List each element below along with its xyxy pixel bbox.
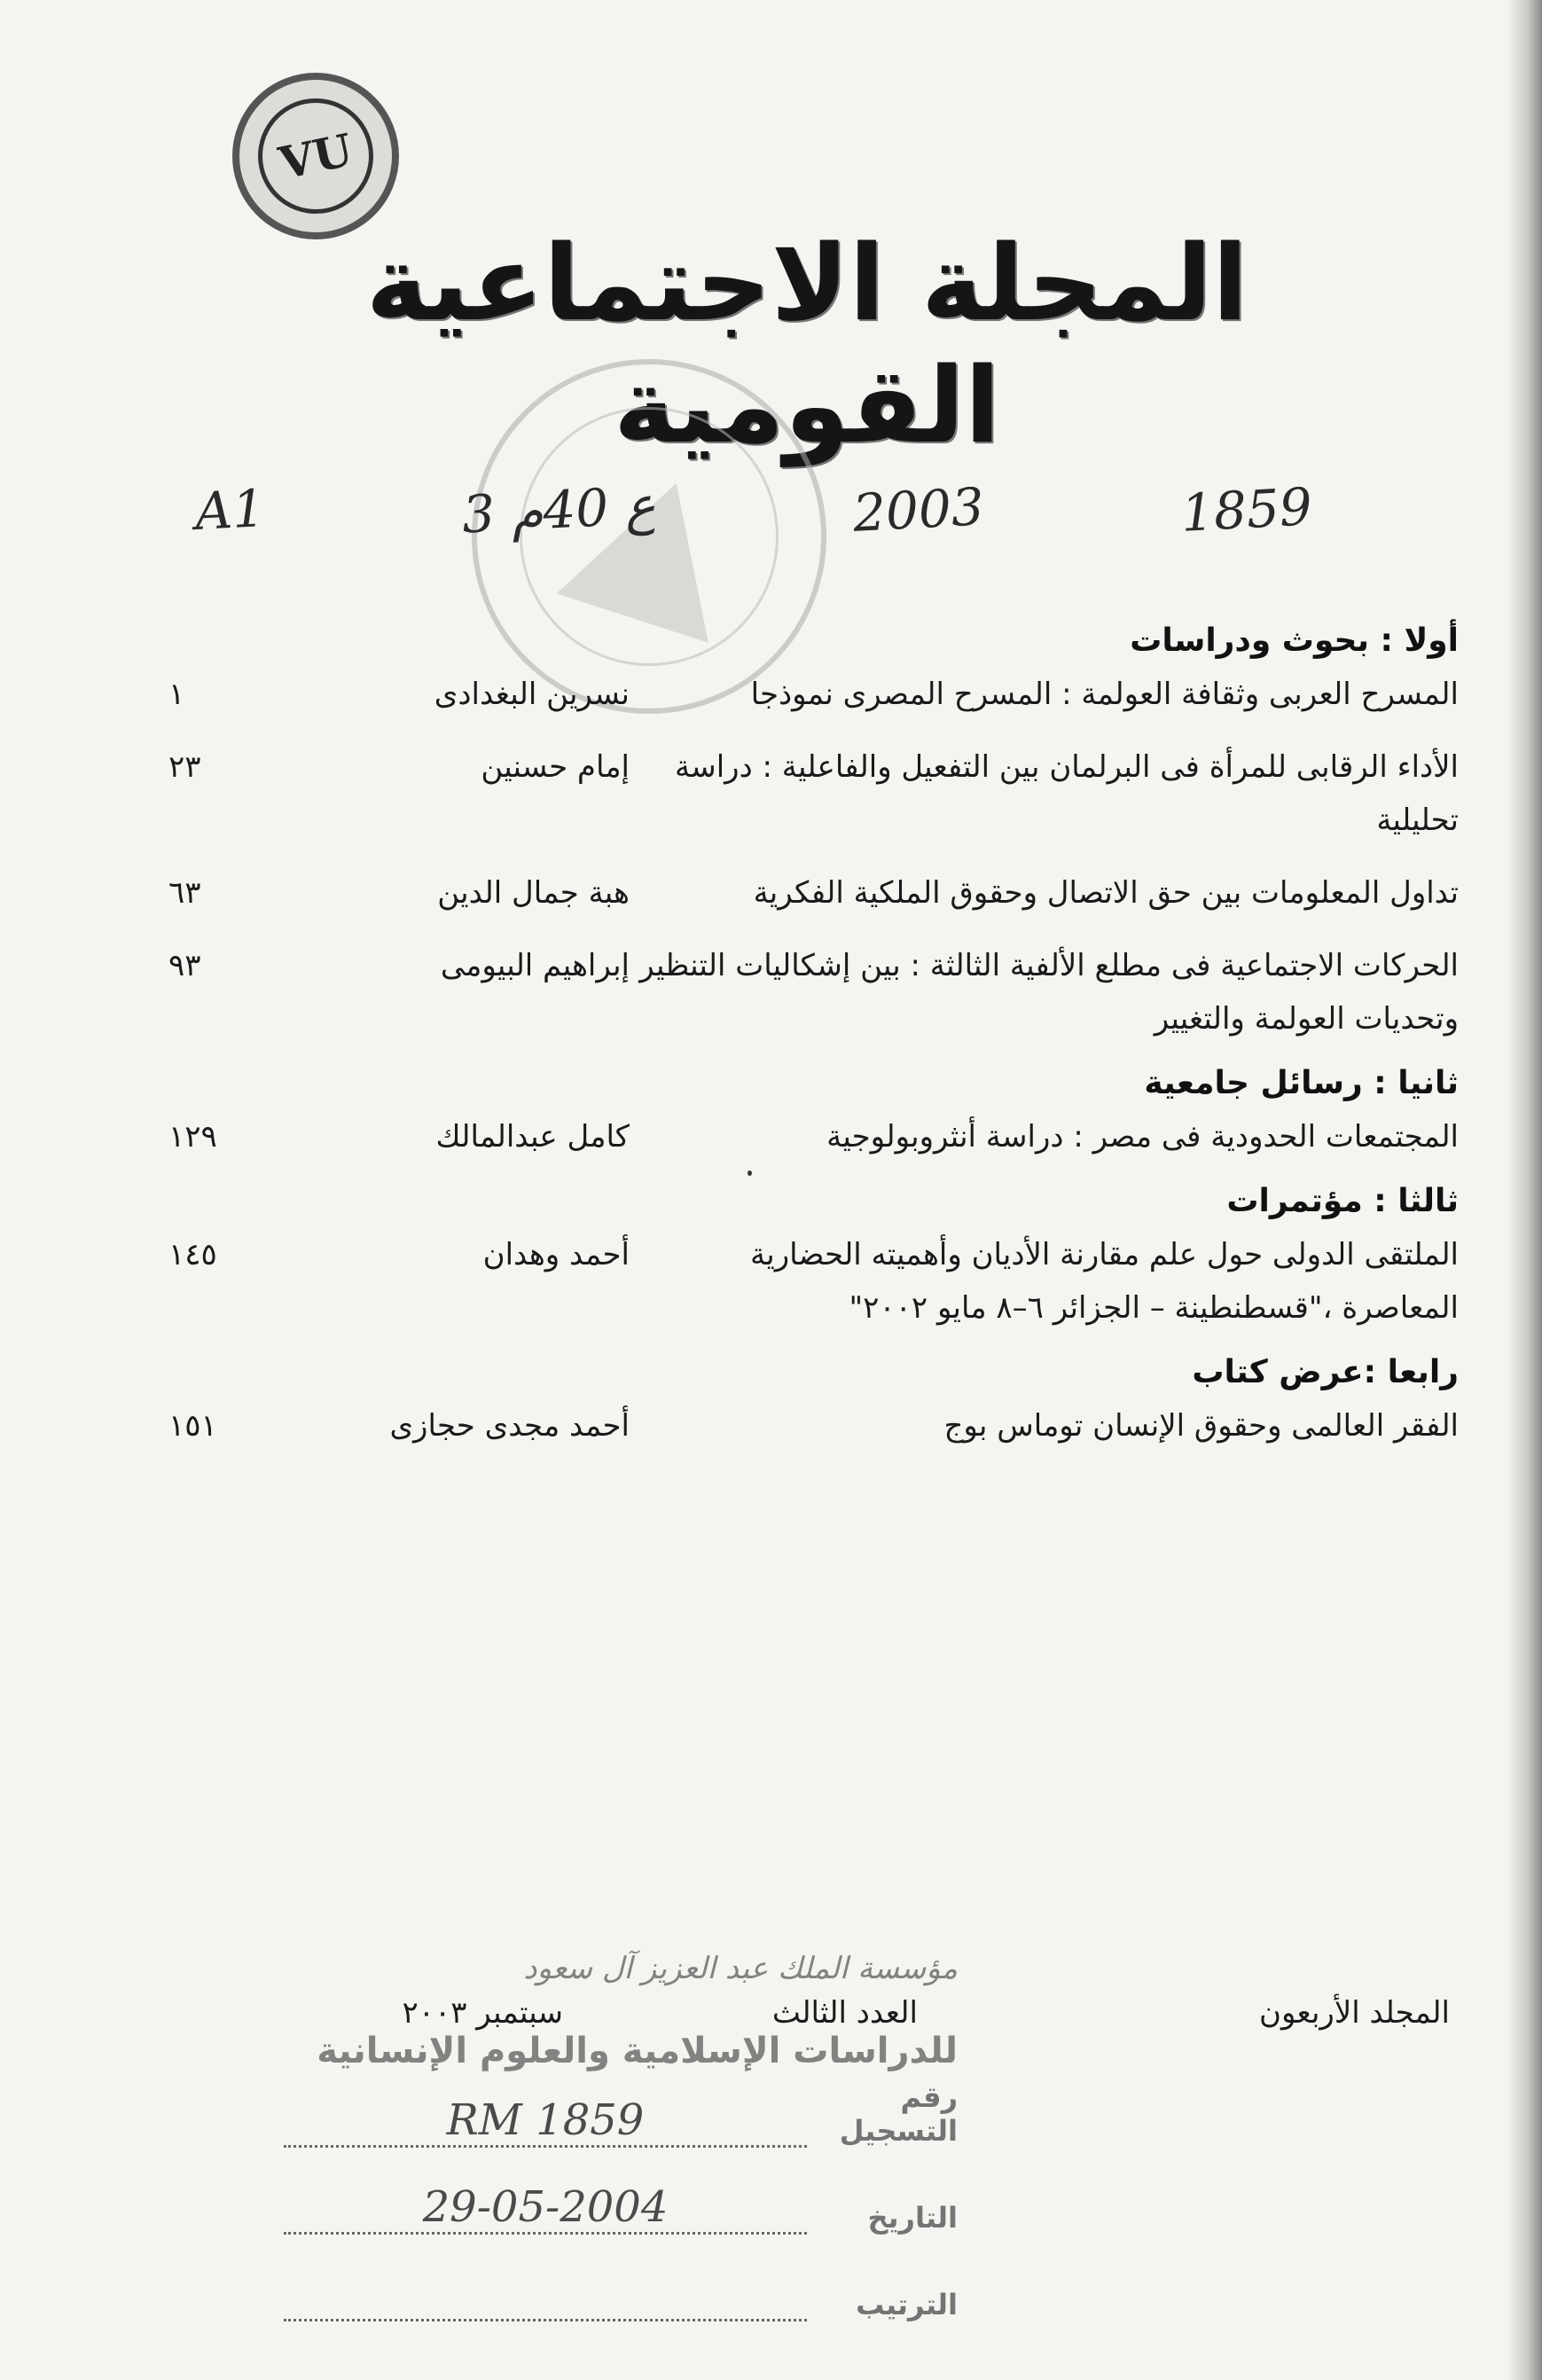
entry-title: المجتمعات الحدودية فى مصر : دراسة أنثروبولوجية	[826, 1119, 1459, 1155]
stamp-registration-row	[284, 2080, 958, 2148]
section-heading: ثالثا : مؤتمرات	[1226, 1183, 1459, 1219]
stamp-order-row	[284, 2266, 958, 2321]
stamp-institution-subline: للدراسات الإسلامية والعلوم الإنسانية	[317, 2031, 958, 2071]
issue-footer	[173, 1995, 1450, 2048]
toc-entry	[168, 1228, 1459, 1335]
handwritten-mark: 3 ع 40م	[460, 474, 658, 545]
entry-title: المسرح العربى وثقافة العولمة : المسرح المصرى نموذجا	[750, 677, 1459, 712]
vu-stamp	[232, 73, 399, 239]
entry-author: إمام حسنين	[481, 749, 630, 785]
handwritten-mark: 1859	[1179, 476, 1314, 544]
stamp-institution-line: مؤسسة الملك عبد العزيز آل سعود	[523, 1951, 958, 1986]
order-value	[284, 2319, 807, 2321]
vu-stamp-text: VU	[247, 88, 384, 224]
entry-author: أحمد مجدى حجازى	[389, 1408, 630, 1444]
toc-entry	[168, 1110, 1459, 1163]
entry-page: ١	[168, 677, 185, 712]
table-of-contents	[168, 603, 1459, 1472]
order-label: الترتيب	[856, 2288, 958, 2321]
toc-entry	[168, 866, 1459, 920]
entry-page: ٦٣	[168, 875, 201, 911]
entry-title: تداول المعلومات بين حق الاتصال وحقوق الملكية الفكرية	[753, 875, 1459, 911]
entry-page: ١٤٥	[168, 1237, 217, 1272]
issue-date: سبتمبر ٢٠٠٣	[402, 1995, 563, 2031]
toc-entry	[168, 740, 1459, 847]
book-binding-shadow	[1507, 0, 1542, 2380]
section-heading: أولا : بحوث ودراسات	[1130, 622, 1459, 659]
entry-title: الأداء الرقابى للمرأة فى البرلمان بين التفعيل والفاعلية : دراسة تحليلية	[675, 749, 1459, 838]
entry-author: نسرين البغدادى	[434, 677, 630, 712]
date-value: 29-05-2004	[284, 2182, 807, 2235]
toc-entry	[168, 939, 1459, 1045]
stamp-date-row	[284, 2180, 958, 2235]
section-heading: رابعا :عرض كتاب	[1192, 1354, 1459, 1390]
section-heading: ثانيا : رسائل جامعية	[1144, 1065, 1459, 1101]
issue-label: العدد الثالث	[771, 1995, 918, 2031]
entry-page: ٢٣	[168, 749, 201, 785]
handwritten-catalog-marks	[195, 470, 1312, 550]
entry-author: كامل عبدالمالك	[435, 1119, 630, 1155]
entry-page: ١٢٩	[168, 1119, 217, 1155]
registration-label: رقم التسجيل	[839, 2080, 958, 2148]
journal-title: المجلة الاجتماعية القومية	[365, 222, 1248, 466]
volume-label: المجلد الأربعون	[1259, 1995, 1450, 2031]
entry-title: الفقر العالمى وحقوق الإنسان توماس بوج	[943, 1408, 1459, 1444]
stray-ink-dot	[748, 1170, 752, 1176]
handwritten-mark: 2003	[851, 476, 986, 544]
entry-title: الملتقى الدولى حول علم مقارنة الأديان وأهميته الحضارية المعاصرة ،"قسطنطينة – الجزائر ٦–٨ مايو ٢٠٠٢"	[750, 1237, 1459, 1326]
entry-author: هبة جمال الدين	[437, 875, 630, 911]
entry-page: ١٥١	[168, 1408, 217, 1444]
toc-entry	[168, 668, 1459, 721]
entry-author: أحمد وهدان	[482, 1237, 630, 1272]
handwritten-mark: A1	[193, 477, 267, 543]
toc-entry	[168, 1399, 1459, 1452]
entry-page: ٩٣	[168, 948, 201, 983]
registration-value: RM 1859	[284, 2095, 807, 2148]
date-label: التاريخ	[867, 2201, 958, 2235]
entry-author: إبراهيم البيومى	[440, 948, 630, 983]
entry-title: الحركات الاجتماعية فى مطلع الألفية الثالثة : بين إشكاليات التنظير وتحديات العولمة والتغيير	[639, 948, 1459, 1037]
